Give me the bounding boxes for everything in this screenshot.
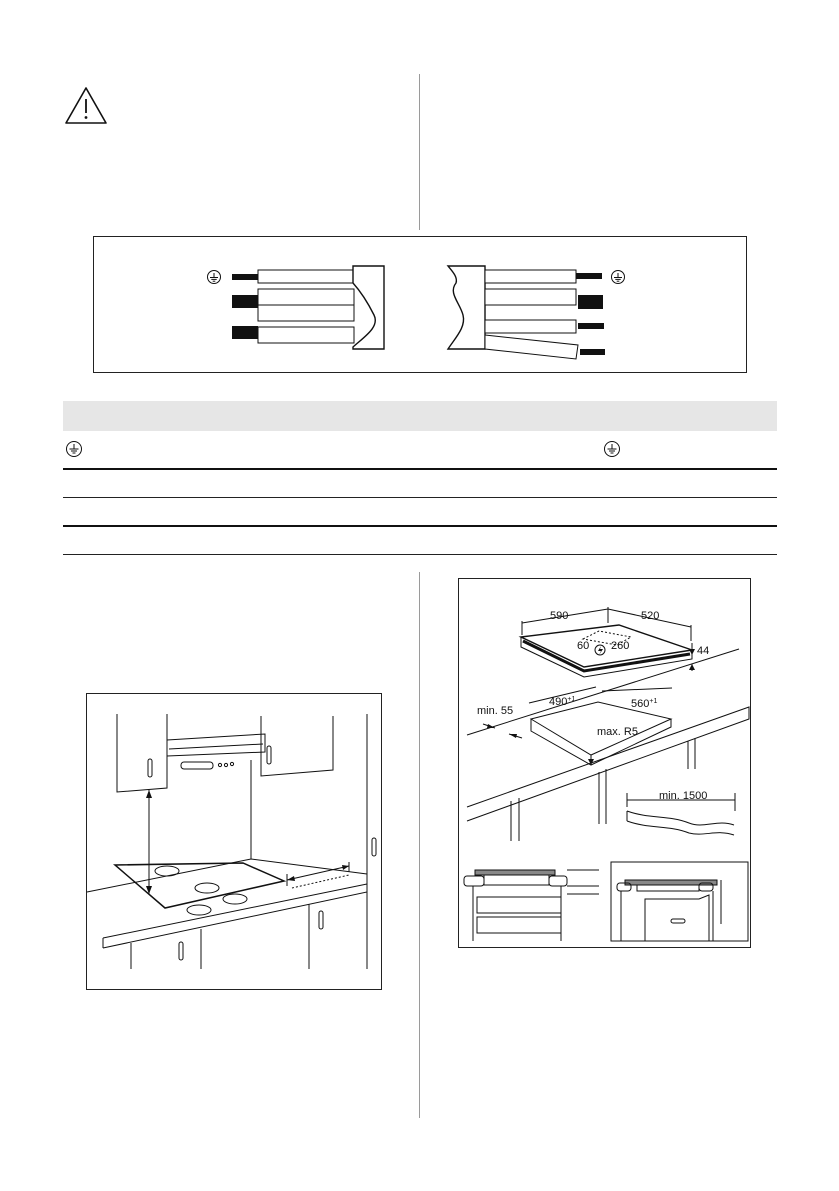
column-divider-top <box>419 74 420 230</box>
earth-icon <box>603 440 621 458</box>
cable-length-label: min. 1500 <box>659 790 708 802</box>
dim-depth-label: 520 <box>641 610 660 622</box>
dim-height-label: 44 <box>697 645 710 657</box>
table-rule <box>63 497 777 498</box>
hood-clearance-illustration <box>86 693 382 990</box>
min-edge-label: min. 55 <box>477 705 514 717</box>
dim-box-260-label: 260 <box>611 640 630 652</box>
earth-icon <box>65 440 83 458</box>
warning-icon <box>64 86 108 126</box>
dim-width-label: 590 <box>550 610 569 622</box>
dim-box-60-label: 60 <box>577 640 590 652</box>
table-rule <box>63 525 777 527</box>
cutout-depth-label: $560^{+1}$ <box>631 698 658 710</box>
table-rule <box>63 468 777 470</box>
cutout-width-label: $490^{+1}$ <box>549 696 576 708</box>
earth-icon <box>612 271 625 284</box>
installation-dimensions-illustration <box>458 578 751 948</box>
column-divider-bottom <box>419 572 420 1118</box>
wiring-diagram <box>93 236 747 373</box>
table-rule <box>63 554 777 555</box>
power-icon <box>598 646 603 655</box>
table-header-row <box>63 401 777 431</box>
radius-label: max. R5 <box>597 726 638 738</box>
earth-icon <box>208 271 221 284</box>
